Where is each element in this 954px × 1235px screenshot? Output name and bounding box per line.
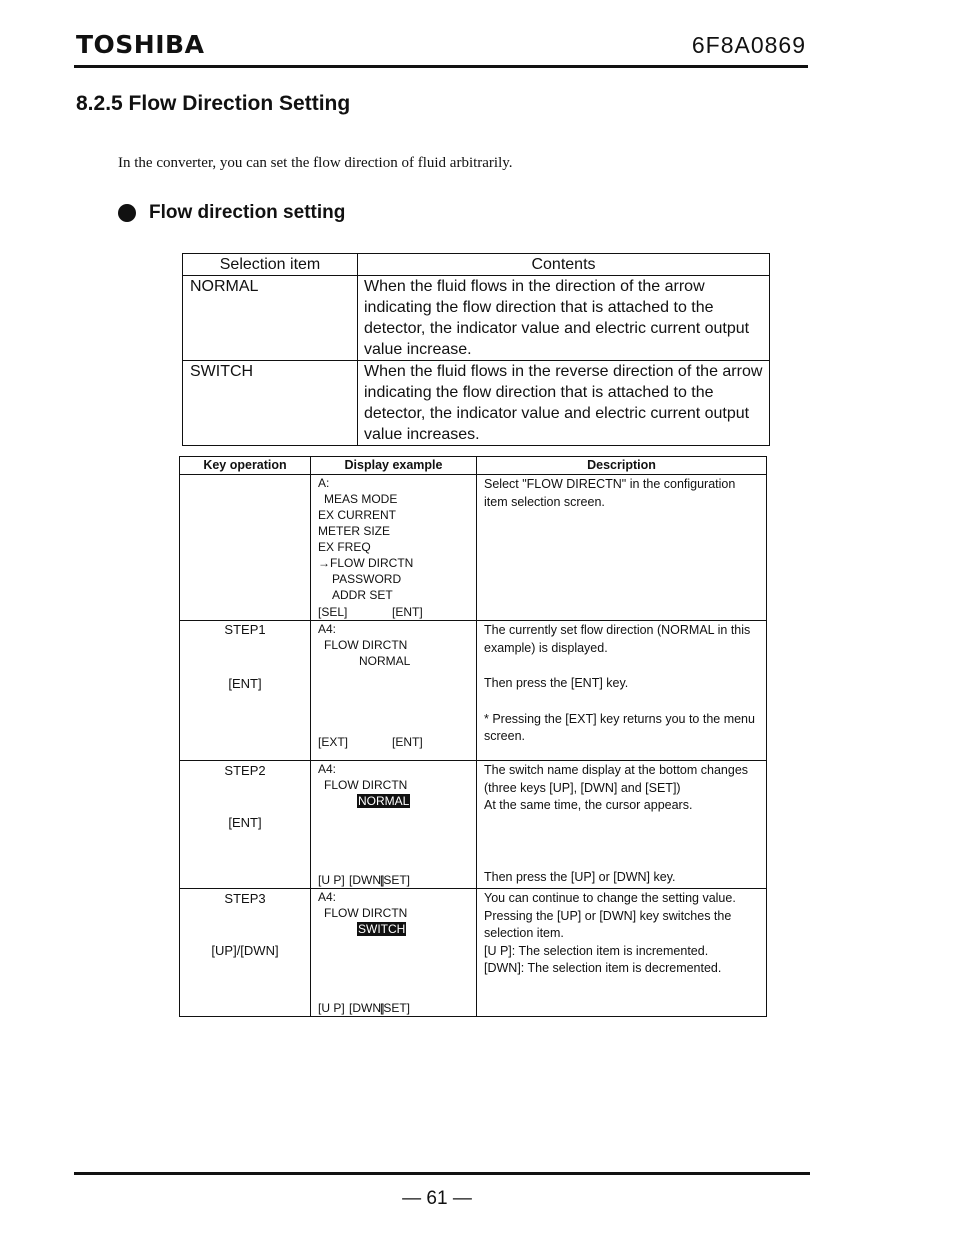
description-text: [DWN]: The selection item is decremented. (484, 961, 722, 975)
soft-key-row (318, 605, 423, 620)
soft-key-label: [SEL] (318, 605, 348, 619)
selected-value-highlight: SWITCH (358, 922, 406, 936)
description-text: Select "FLOW DIRECTN" in the configuration item selection screen. (484, 477, 736, 509)
display-line: EX CURRENT (318, 508, 397, 522)
table-row (180, 761, 767, 889)
header-rule (74, 65, 808, 68)
description-cell (477, 621, 767, 761)
description-text: [U P]: The selection item is incremented. (484, 943, 709, 958)
selection-item: SWITCH (183, 361, 358, 446)
description-text: Then press the [UP] or [DWN] key. (484, 869, 676, 884)
display-line: MEAS MODE (324, 492, 398, 506)
display-line: NORMAL (359, 654, 411, 668)
key-label: [ENT] (228, 676, 262, 691)
table-row (183, 276, 770, 361)
soft-key-label: [EXT] (318, 735, 349, 749)
key-cell (180, 889, 311, 1017)
table-row (183, 361, 770, 446)
description-text: The currently set flow direction (NORMAL in this example) is displayed. (484, 623, 751, 655)
description-text: * Pressing the [EXT] key returns you to the menu screen. (484, 711, 755, 743)
section-title: 8.2.5 Flow Direction Setting (76, 92, 351, 115)
selection-contents: When the fluid flows in the direction of the arrow indicating the flow direction that is attached to the detector, the indicator value and electric current output value increase. (358, 276, 770, 361)
display-line: FLOW DIRCTN (324, 638, 408, 652)
soft-key-label: [SET] (380, 873, 411, 887)
display-line: →FLOW DIRCTN (318, 556, 414, 570)
column-header: Display example (311, 457, 477, 475)
key-cell (180, 621, 311, 761)
soft-key-row (318, 873, 410, 888)
key-cell (180, 761, 311, 889)
description-text: At the same time, the cursor appears. (484, 798, 693, 812)
key-label: [UP]/[DWN] (211, 943, 279, 958)
display-line: FLOW DIRCTN (324, 906, 408, 920)
display-line: METER SIZE (318, 524, 391, 538)
table-row (180, 475, 767, 621)
document-code: 6F8A0869 (691, 32, 806, 58)
column-header: Contents (358, 254, 770, 276)
key-operation-table (179, 456, 767, 1017)
selection-contents: When the fluid flows in the reverse direction of the arrow indicating the flow direction that is attached to the detector, the indicator value and electric current output value increases. (358, 361, 770, 446)
soft-key-row (318, 735, 423, 750)
description-text: The switch name display at the bottom changes (three keys [UP], [DWN] and [SET]) (484, 763, 749, 795)
display-example (311, 475, 477, 621)
subsection-heading (118, 202, 345, 224)
soft-key-label: [SET] (380, 1001, 411, 1015)
display-example (311, 621, 477, 761)
table-row (180, 889, 767, 1017)
soft-key-label: [ENT] (392, 735, 423, 749)
description-cell (477, 761, 767, 889)
display-line: ADDR SET (332, 588, 393, 602)
description-text: Then press the [ENT] key. (484, 676, 629, 690)
soft-key-label: [DWN] (349, 1001, 385, 1015)
display-line: EX FREQ (318, 540, 371, 554)
step-label: STEP3 (224, 891, 266, 906)
description-cell (477, 475, 767, 621)
table-header-row (180, 457, 767, 475)
filled-circle-icon (118, 204, 136, 222)
column-header: Selection item (183, 254, 358, 276)
description-cell (477, 889, 767, 1017)
display-example (311, 761, 477, 889)
soft-key-label: [ENT] (392, 605, 423, 619)
subsection-title: Flow direction setting (149, 202, 346, 223)
display-line: A4: (318, 762, 337, 776)
display-line: PASSWORD (332, 572, 402, 586)
key-label: [ENT] (228, 815, 262, 830)
display-line: A: (318, 476, 330, 490)
brand-logo: TOSHIBA (76, 30, 205, 59)
description-text: You can continue to change the setting value. Pressing the [UP] or [DWN] key switches the selection item. (484, 891, 736, 940)
display-line: A4: (318, 622, 337, 636)
step-label: STEP2 (224, 763, 266, 778)
footer-rule (74, 1172, 810, 1175)
soft-key-row (318, 1001, 410, 1016)
key-cell (180, 475, 311, 621)
step-label: STEP1 (224, 622, 266, 637)
display-line: A4: (318, 890, 337, 904)
column-header: Description (477, 457, 767, 475)
display-line: FLOW DIRCTN (324, 778, 408, 792)
column-header: Key operation (180, 457, 311, 475)
selection-item: NORMAL (183, 276, 358, 361)
soft-key-label: [U P] (318, 1001, 345, 1015)
display-example (311, 889, 477, 1017)
selected-value-highlight: NORMAL (358, 794, 410, 808)
page-number: — 61 — (402, 1188, 472, 1209)
table-header-row (183, 254, 770, 276)
soft-key-label: [U P] (318, 873, 345, 887)
intro-paragraph: In the converter, you can set the flow direction of fluid arbitrarily. (118, 155, 513, 171)
selection-table (182, 253, 770, 446)
soft-key-label: [DWN] (349, 873, 385, 887)
table-row (180, 621, 767, 761)
